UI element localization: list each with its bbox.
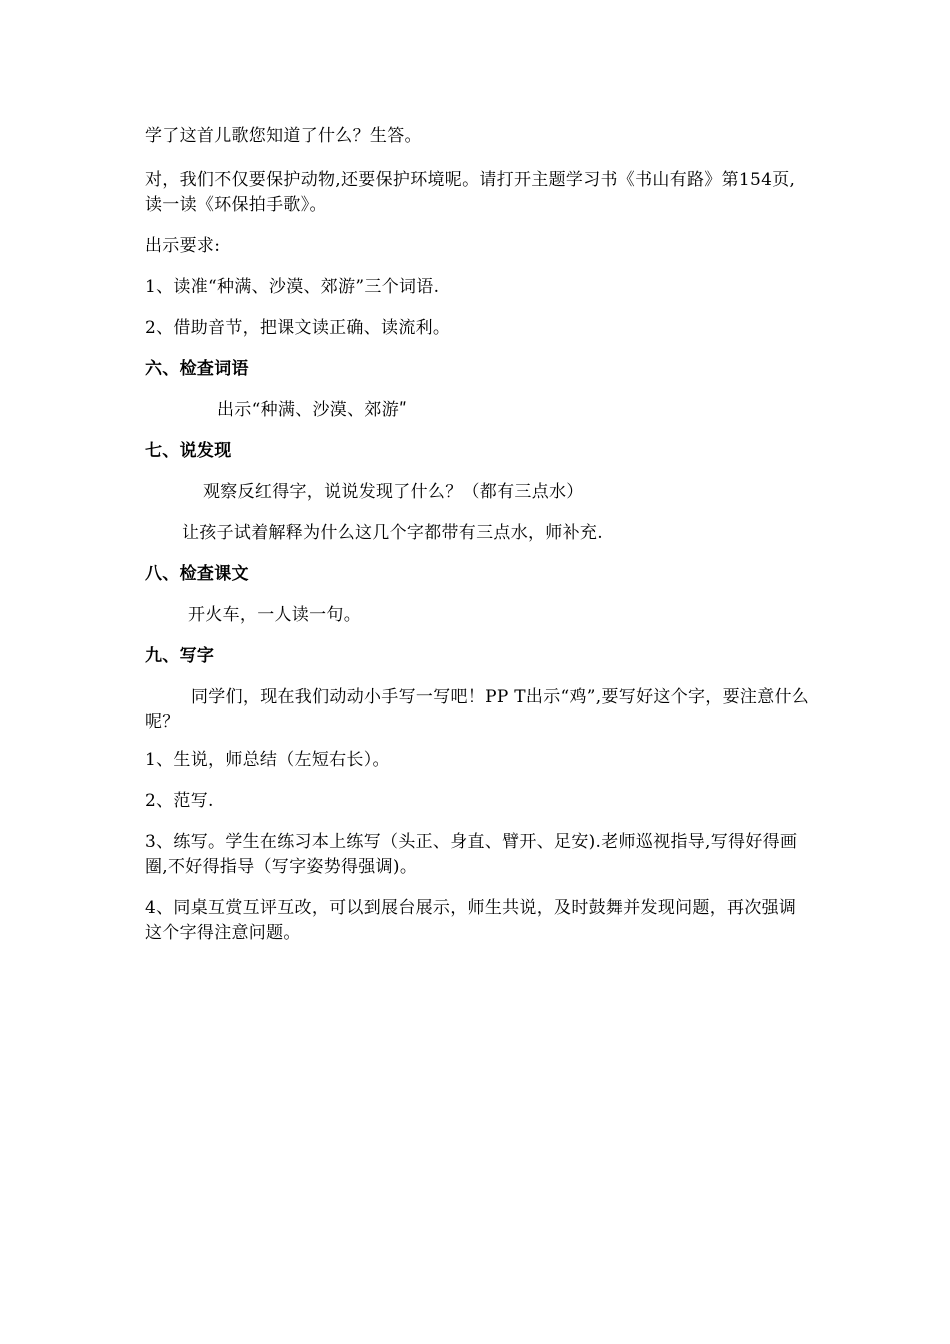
section-heading: 九、写字: [145, 646, 215, 666]
paragraph: 学了这首儿歌您知道了什么？生答。: [145, 126, 422, 146]
section-heading: 八、检查课文: [145, 564, 249, 584]
list-item: 1、读准“种满、沙漠、郊游”三个词语.: [145, 277, 440, 297]
list-item: 4、同桌互赏互评互改，可以到展台展示，师生共说，及时鼓舞并发现问题，再次强调这个字得注意问题。: [145, 898, 797, 943]
list-item: 2、借助音节，把课文读正确、读流利。: [145, 318, 451, 338]
paragraph: 对，我们不仅要保护动物,还要保护环境呢。请打开主题学习书《书山有路》第154页,读一读《环保拍手歌》。: [145, 170, 796, 215]
paragraph: 出示要求:: [145, 236, 221, 256]
list-item: 3、练写。学生在练习本上练写（头正、身直、臂开、足安).老师巡视指导,写得好得画圈,不好得指导（写字姿势得强调)。: [145, 832, 798, 877]
paragraph: 观察反红得字，说说发现了什么？（都有三点水）: [203, 482, 584, 502]
paragraph: 开火车，一人读一句。: [188, 605, 361, 625]
paragraph: 让孩子试着解释为什么这几个字都带有三点水，师补充.: [182, 523, 603, 543]
paragraph: 同学们，现在我们动动小手写一写吧！PP T出示“鸡”,要写好这个字，要注意什么呢？: [145, 687, 810, 732]
paragraph: 出示“种满、沙漠、郊游ʺ: [217, 400, 408, 420]
list-item: 2、范写.: [145, 791, 214, 811]
section-heading: 六、检查词语: [145, 359, 249, 379]
list-item: 1、生说，师总结（左短右长）。: [145, 750, 390, 770]
section-heading: 七、说发现: [145, 441, 232, 461]
